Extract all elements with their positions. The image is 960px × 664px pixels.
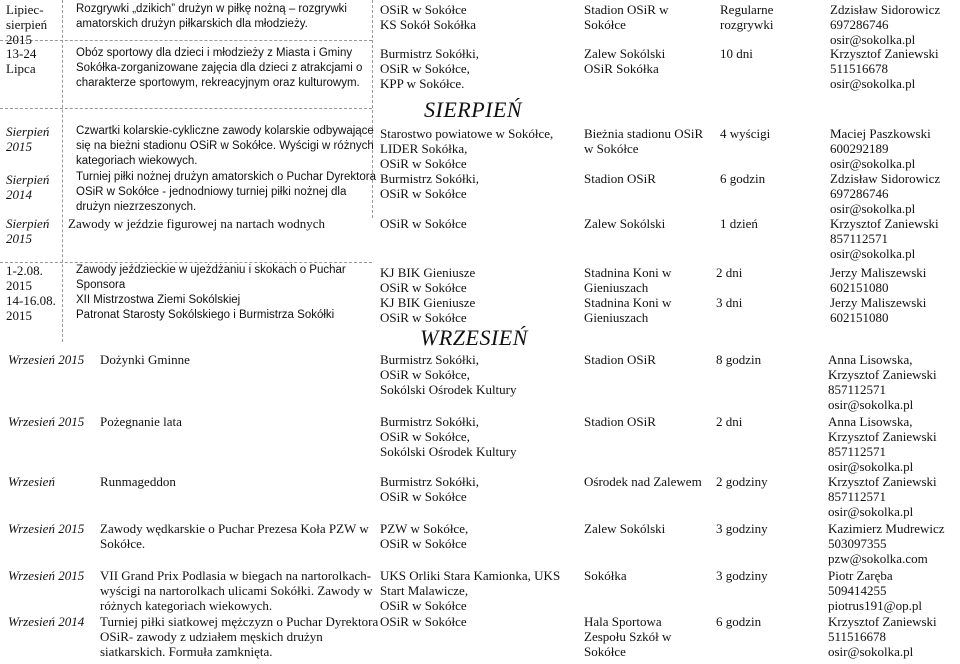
sept-duration: 2 godziny <box>716 474 768 489</box>
sept-place-line: Ośrodek nad Zalewem <box>584 474 702 489</box>
sept-contact-line: Krzysztof Zaniewski <box>828 614 937 629</box>
sept-contact-line: Krzysztof Zaniewski <box>828 367 937 382</box>
event-description: Zawody w jeździe figurowej na nartach wodnych <box>68 216 326 231</box>
organizer-cell-line: KJ BIK Gieniusze <box>380 265 476 280</box>
sept-contact <box>828 568 922 613</box>
sept-event <box>100 521 369 551</box>
contact-cell-line: 511516678 <box>830 61 889 76</box>
contact-cell-line: osir@sokolka.pl <box>830 76 916 91</box>
date-cell-line: Sierpień <box>6 216 50 231</box>
row-divider <box>0 40 372 41</box>
contact-cell-line: 602151080 <box>830 280 889 295</box>
sept-place <box>584 521 665 536</box>
organizer-cell <box>380 2 476 32</box>
sept-contact <box>828 414 937 474</box>
duration-cell-line: rozgrywki <box>720 17 774 32</box>
sept-organizer-line: OSiR w Sokółce, <box>380 429 470 444</box>
sept-contact-line: Krzysztof Zaniewski <box>828 429 937 444</box>
organizer-cell-line: OSiR w Sokółce <box>380 2 467 17</box>
sept-date: Wrzesień 2015 <box>8 568 85 583</box>
contact-cell-line: Krzysztof Zaniewski <box>830 46 939 61</box>
event-description <box>76 263 346 293</box>
date-cell-line: 1-2.08. <box>6 263 43 278</box>
contact-cell <box>830 265 926 295</box>
duration-cell: 6 godzin <box>720 171 766 186</box>
sept-event <box>100 474 176 489</box>
sept-organizer-line: OSiR w Sokółce <box>380 598 467 613</box>
organizer-cell-line: KJ BIK Gieniusze <box>380 295 476 310</box>
duration-cell: 1 dzień <box>720 216 758 231</box>
contact-cell <box>830 216 939 261</box>
date-cell <box>6 46 36 76</box>
sept-organizer-line: OSiR w Sokółce <box>380 536 467 551</box>
sept-contact-line: Piotr Zaręba <box>828 568 893 583</box>
date-cell-line: 2015 <box>6 308 32 323</box>
event-description-line: amatorskich drużyn piłkarskich dla młodzieży. <box>76 18 308 30</box>
sept-organizer <box>380 521 468 551</box>
sept-place-line: Hala Sportowa <box>584 614 662 629</box>
sept-event-line: OSiR- zawody z udziałem męskich drużyn <box>100 629 323 644</box>
sept-event <box>100 614 378 659</box>
sept-event-line: Sokółce. <box>100 536 146 551</box>
sept-event-line: Zawody wędkarskie o Puchar Prezesa Koła PZW w <box>100 521 369 536</box>
event-description-line: Rozgrywki „dzikich” drużyn w piłkę nożną – rozgrywki <box>76 3 347 15</box>
event-description-line: Turniej piłki nożnej drużyn amatorskich o Puchar Dyrektora <box>76 171 376 183</box>
event-description-line: charakterze sportowym, rekreacyjnym oraz kulturowym. <box>76 77 360 89</box>
sept-duration: 2 dni <box>716 414 743 429</box>
date-cell-line: Sierpień <box>6 172 50 187</box>
sept-date: Wrzesień 2014 <box>8 614 85 629</box>
sept-place-line: Sokółka <box>584 568 627 583</box>
duration-cell-line: Regularne <box>720 2 774 17</box>
date-cell-line: Lipiec- <box>6 2 44 17</box>
organizer-cell-line: LIDER Sokółka, <box>380 141 468 156</box>
contact-cell-line: Zdzisław Sidorowicz <box>830 2 941 17</box>
event-description <box>76 46 362 91</box>
sept-organizer-line: Burmistrz Sokółki, <box>380 414 479 429</box>
place-cell: Stadion OSiR <box>584 171 656 186</box>
sept-organizer-line: OSiR w Sokółce, <box>380 367 470 382</box>
place-cell-line: Stadnina Koni w <box>584 265 672 280</box>
place-cell <box>584 295 671 325</box>
sept-organizer-line: UKS Orliki Stara Kamionka, UKS <box>380 568 561 583</box>
contact-cell <box>830 171 940 216</box>
sept-event-line: VII Grand Prix Podlasia w biegach na nartorolkach- <box>100 568 372 583</box>
sept-event-line: różnych kategoriach wiekowych. <box>100 598 273 613</box>
sept-organizer-line: Start Malawicze, <box>380 583 469 598</box>
sept-organizer-line: Sokólski Ośrodek Kultury <box>380 382 517 397</box>
organizer-cell-line: Starostwo powiatowe w Sokółce, <box>380 126 554 141</box>
sept-organizer <box>380 352 517 397</box>
event-description <box>76 124 374 169</box>
organizer-cell <box>380 295 475 325</box>
organizer-cell-line: OSiR w Sokółce, <box>380 61 470 76</box>
contact-cell-line: osir@sokolka.pl <box>830 201 916 216</box>
duration-cell: 2 dni <box>716 265 743 280</box>
sept-contact-line: piotrus191@op.pl <box>828 598 922 613</box>
event-description-line: OSiR w Sokółce - jednodniowy turniej piłki nożnej dla <box>76 186 347 198</box>
contact-cell-line: osir@sokolka.pl <box>830 246 916 261</box>
month-header-august: SIERPIEŃ <box>424 97 523 122</box>
event-description <box>76 2 347 32</box>
sept-contact-line: 511516678 <box>828 629 887 644</box>
sept-event <box>100 352 190 367</box>
place-cell-line: Bieżnia stadionu OSiR <box>584 126 704 141</box>
contact-cell-line: osir@sokolka.pl <box>830 32 916 47</box>
date-cell-line: 2015 <box>6 139 32 154</box>
contact-cell <box>830 2 940 47</box>
sept-place <box>584 474 702 489</box>
contact-cell-line: 600292189 <box>830 141 889 156</box>
organizer-cell <box>380 126 553 171</box>
sept-place-line: Stadion OSiR <box>584 352 656 367</box>
sept-date: Wrzesień <box>8 474 55 489</box>
organizer-cell <box>380 46 479 91</box>
column-divider <box>62 0 63 342</box>
sept-place <box>584 414 656 429</box>
sept-contact-line: osir@sokolka.pl <box>828 504 914 519</box>
sept-organizer-line: Sokólski Ośrodek Kultury <box>380 444 517 459</box>
contact-cell-line: 602151080 <box>830 310 889 325</box>
duration-cell: 3 dni <box>716 295 743 310</box>
sept-contact-line: pzw@sokolka.com <box>828 551 928 566</box>
sept-event-line: Turniej piłki siatkowej mężczyzn o Puchar Dyrektora <box>100 614 379 629</box>
sept-event-line: wyścigi na nartorolkach ulicami Sokółki. Zawody w <box>100 583 373 598</box>
row-divider <box>0 108 372 109</box>
event-description <box>76 293 334 323</box>
sept-contact-line: osir@sokolka.pl <box>828 459 914 474</box>
organizer-cell <box>380 265 475 295</box>
sept-contact-line: 857112571 <box>828 444 887 459</box>
sept-event <box>100 568 373 613</box>
sept-contact <box>828 521 945 566</box>
duration-cell: 10 dni <box>720 46 753 61</box>
place-cell-line: Gieniuszach <box>584 280 649 295</box>
sept-organizer <box>380 568 560 613</box>
event-description-line: Sponsora <box>76 279 126 291</box>
sept-contact-line: Anna Lisowska, <box>828 352 913 367</box>
date-cell <box>6 124 49 154</box>
date-cell-line: Lipca <box>6 61 36 76</box>
event-description-line: Obóz sportowy dla dzieci i młodzieży z Miasta i Gminy <box>76 47 353 59</box>
organizer-cell <box>380 171 479 201</box>
event-description-line: się na bieżni stadionu OSiR w Sokółce. Wyścigi w różnych <box>76 140 374 152</box>
place-cell: Zalew Sokólski <box>584 216 666 231</box>
date-cell <box>6 172 49 202</box>
organizer-cell-line: OSiR w Sokółce <box>380 156 467 171</box>
sept-place-line: Zespołu Szkół w <box>584 629 672 644</box>
event-description-line: drużyn niezrzeszonych. <box>76 201 197 213</box>
contact-cell-line: 697286746 <box>830 186 889 201</box>
organizer-cell-line: KS Sokół Sokółka <box>380 17 477 32</box>
place-cell-line: Zalew Sokólski <box>584 46 666 61</box>
sept-organizer-line: OSiR w Sokółce <box>380 489 467 504</box>
contact-cell-line: 697286746 <box>830 17 889 32</box>
sept-contact-line: Anna Lisowska, <box>828 414 913 429</box>
sept-place-line: Zalew Sokólski <box>584 521 666 536</box>
sept-contact-line: 509414255 <box>828 583 887 598</box>
sept-contact-line: 857112571 <box>828 382 887 397</box>
sept-event <box>100 414 182 429</box>
sept-place <box>584 568 627 583</box>
sept-duration: 8 godzin <box>716 352 762 367</box>
date-cell-line: 13-24 <box>6 46 37 61</box>
date-cell-line: 2015 <box>6 278 32 293</box>
contact-cell <box>830 46 939 91</box>
sept-contact-line: osir@sokolka.pl <box>828 644 914 659</box>
place-cell <box>584 2 669 32</box>
date-cell-line: 2014 <box>6 187 32 202</box>
event-description-line: Zawody jeździeckie w ujeżdżaniu i skokach o Puchar <box>76 264 346 276</box>
sept-place-line: Sokółce <box>584 644 626 659</box>
event-description-line: Czwartki kolarskie-cykliczne zawody kolarskie odbywające <box>76 125 374 137</box>
sept-contact <box>828 474 937 519</box>
contact-cell <box>830 295 926 325</box>
date-cell-line: 2015 <box>6 32 32 47</box>
contact-cell-line: Jerzy Maliszewski <box>830 265 927 280</box>
organizer-cell: OSiR w Sokółce <box>380 216 467 231</box>
sept-organizer <box>380 414 517 459</box>
sept-date: Wrzesień 2015 <box>8 414 85 429</box>
duration-cell <box>720 2 773 32</box>
place-cell-line: Stadnina Koni w <box>584 295 672 310</box>
duration-cell: 4 wyścigi <box>720 126 771 141</box>
contact-cell-line: Krzysztof Zaniewski <box>830 216 939 231</box>
sept-organizer-line: OSiR w Sokółce <box>380 614 467 629</box>
sept-contact-line: Kazimierz Mudrewicz <box>828 521 945 536</box>
date-cell <box>6 216 49 246</box>
sept-place <box>584 614 671 659</box>
sept-organizer-line: PZW w Sokółce, <box>380 521 469 536</box>
place-cell <box>584 126 703 156</box>
contact-cell-line: Maciej Paszkowski <box>830 126 931 141</box>
event-description-line: Patronat Starosty Sokólskiego i Burmistrza Sokółki <box>76 309 335 321</box>
date-cell <box>6 2 47 47</box>
sept-organizer <box>380 474 479 504</box>
sept-event-line: siatkarskich. Formuła zamknięta. <box>100 644 273 659</box>
contact-cell-line: Zdzisław Sidorowicz <box>830 171 941 186</box>
event-description-line: kategoriach wiekowych. <box>76 155 198 167</box>
sept-event-line: Runmageddon <box>100 474 176 489</box>
sept-organizer <box>380 614 467 629</box>
date-cell-line: sierpień <box>6 17 48 32</box>
date-cell-line: 2015 <box>6 231 32 246</box>
sept-organizer-line: Burmistrz Sokółki, <box>380 352 479 367</box>
sept-contact-line: 503097355 <box>828 536 887 551</box>
sept-place-line: Stadion OSiR <box>584 414 656 429</box>
date-cell <box>6 263 56 323</box>
sept-duration: 3 godziny <box>716 521 768 536</box>
sept-contact <box>828 352 937 412</box>
contact-cell-line: Jerzy Maliszewski <box>830 295 927 310</box>
contact-cell-line: osir@sokolka.pl <box>830 156 916 171</box>
sept-place <box>584 352 656 367</box>
sept-event-line: Pożegnanie lata <box>100 414 182 429</box>
date-cell-line: 14-16.08. <box>6 293 56 308</box>
event-description-line: Sokółka-zorganizowane zajęcia dla dzieci z atrakcjami o <box>76 62 363 74</box>
sept-event-line: Dożynki Gminne <box>100 352 190 367</box>
place-cell-line: Gieniuszach <box>584 310 649 325</box>
sept-organizer-line: Burmistrz Sokółki, <box>380 474 479 489</box>
place-cell <box>584 46 665 76</box>
organizer-cell-line: OSiR w Sokółce <box>380 280 467 295</box>
contact-cell-line: 857112571 <box>830 231 889 246</box>
event-description <box>76 170 376 215</box>
sept-contact-line: Krzysztof Zaniewski <box>828 474 937 489</box>
organizer-cell-line: OSiR w Sokółce <box>380 186 467 201</box>
organizer-cell-line: KPP w Sokółce. <box>380 76 465 91</box>
place-cell-line: Sokółce <box>584 17 626 32</box>
sept-duration: 3 godziny <box>716 568 768 583</box>
sept-contact-line: 857112571 <box>828 489 887 504</box>
organizer-cell-line: Burmistrz Sokółki, <box>380 171 479 186</box>
place-cell-line: w Sokółce <box>584 141 639 156</box>
date-cell-line: Sierpień <box>6 124 50 139</box>
sept-contact <box>828 614 937 659</box>
sept-date: Wrzesień 2015 <box>8 352 85 367</box>
place-cell-line: OSiR Sokółka <box>584 61 659 76</box>
place-cell-line: Stadion OSiR w <box>584 2 669 17</box>
contact-cell <box>830 126 931 171</box>
sept-date: Wrzesień 2015 <box>8 521 85 536</box>
event-description-line: XII Mistrzostwa Ziemi Sokólskiej <box>76 294 241 306</box>
month-header-september: WRZESIEŃ <box>420 325 528 350</box>
organizer-cell-line: Burmistrz Sokółki, <box>380 46 479 61</box>
organizer-cell-line: OSiR w Sokółce <box>380 310 467 325</box>
place-cell <box>584 265 671 295</box>
sept-duration: 6 godzin <box>716 614 762 629</box>
sept-contact-line: osir@sokolka.pl <box>828 397 914 412</box>
